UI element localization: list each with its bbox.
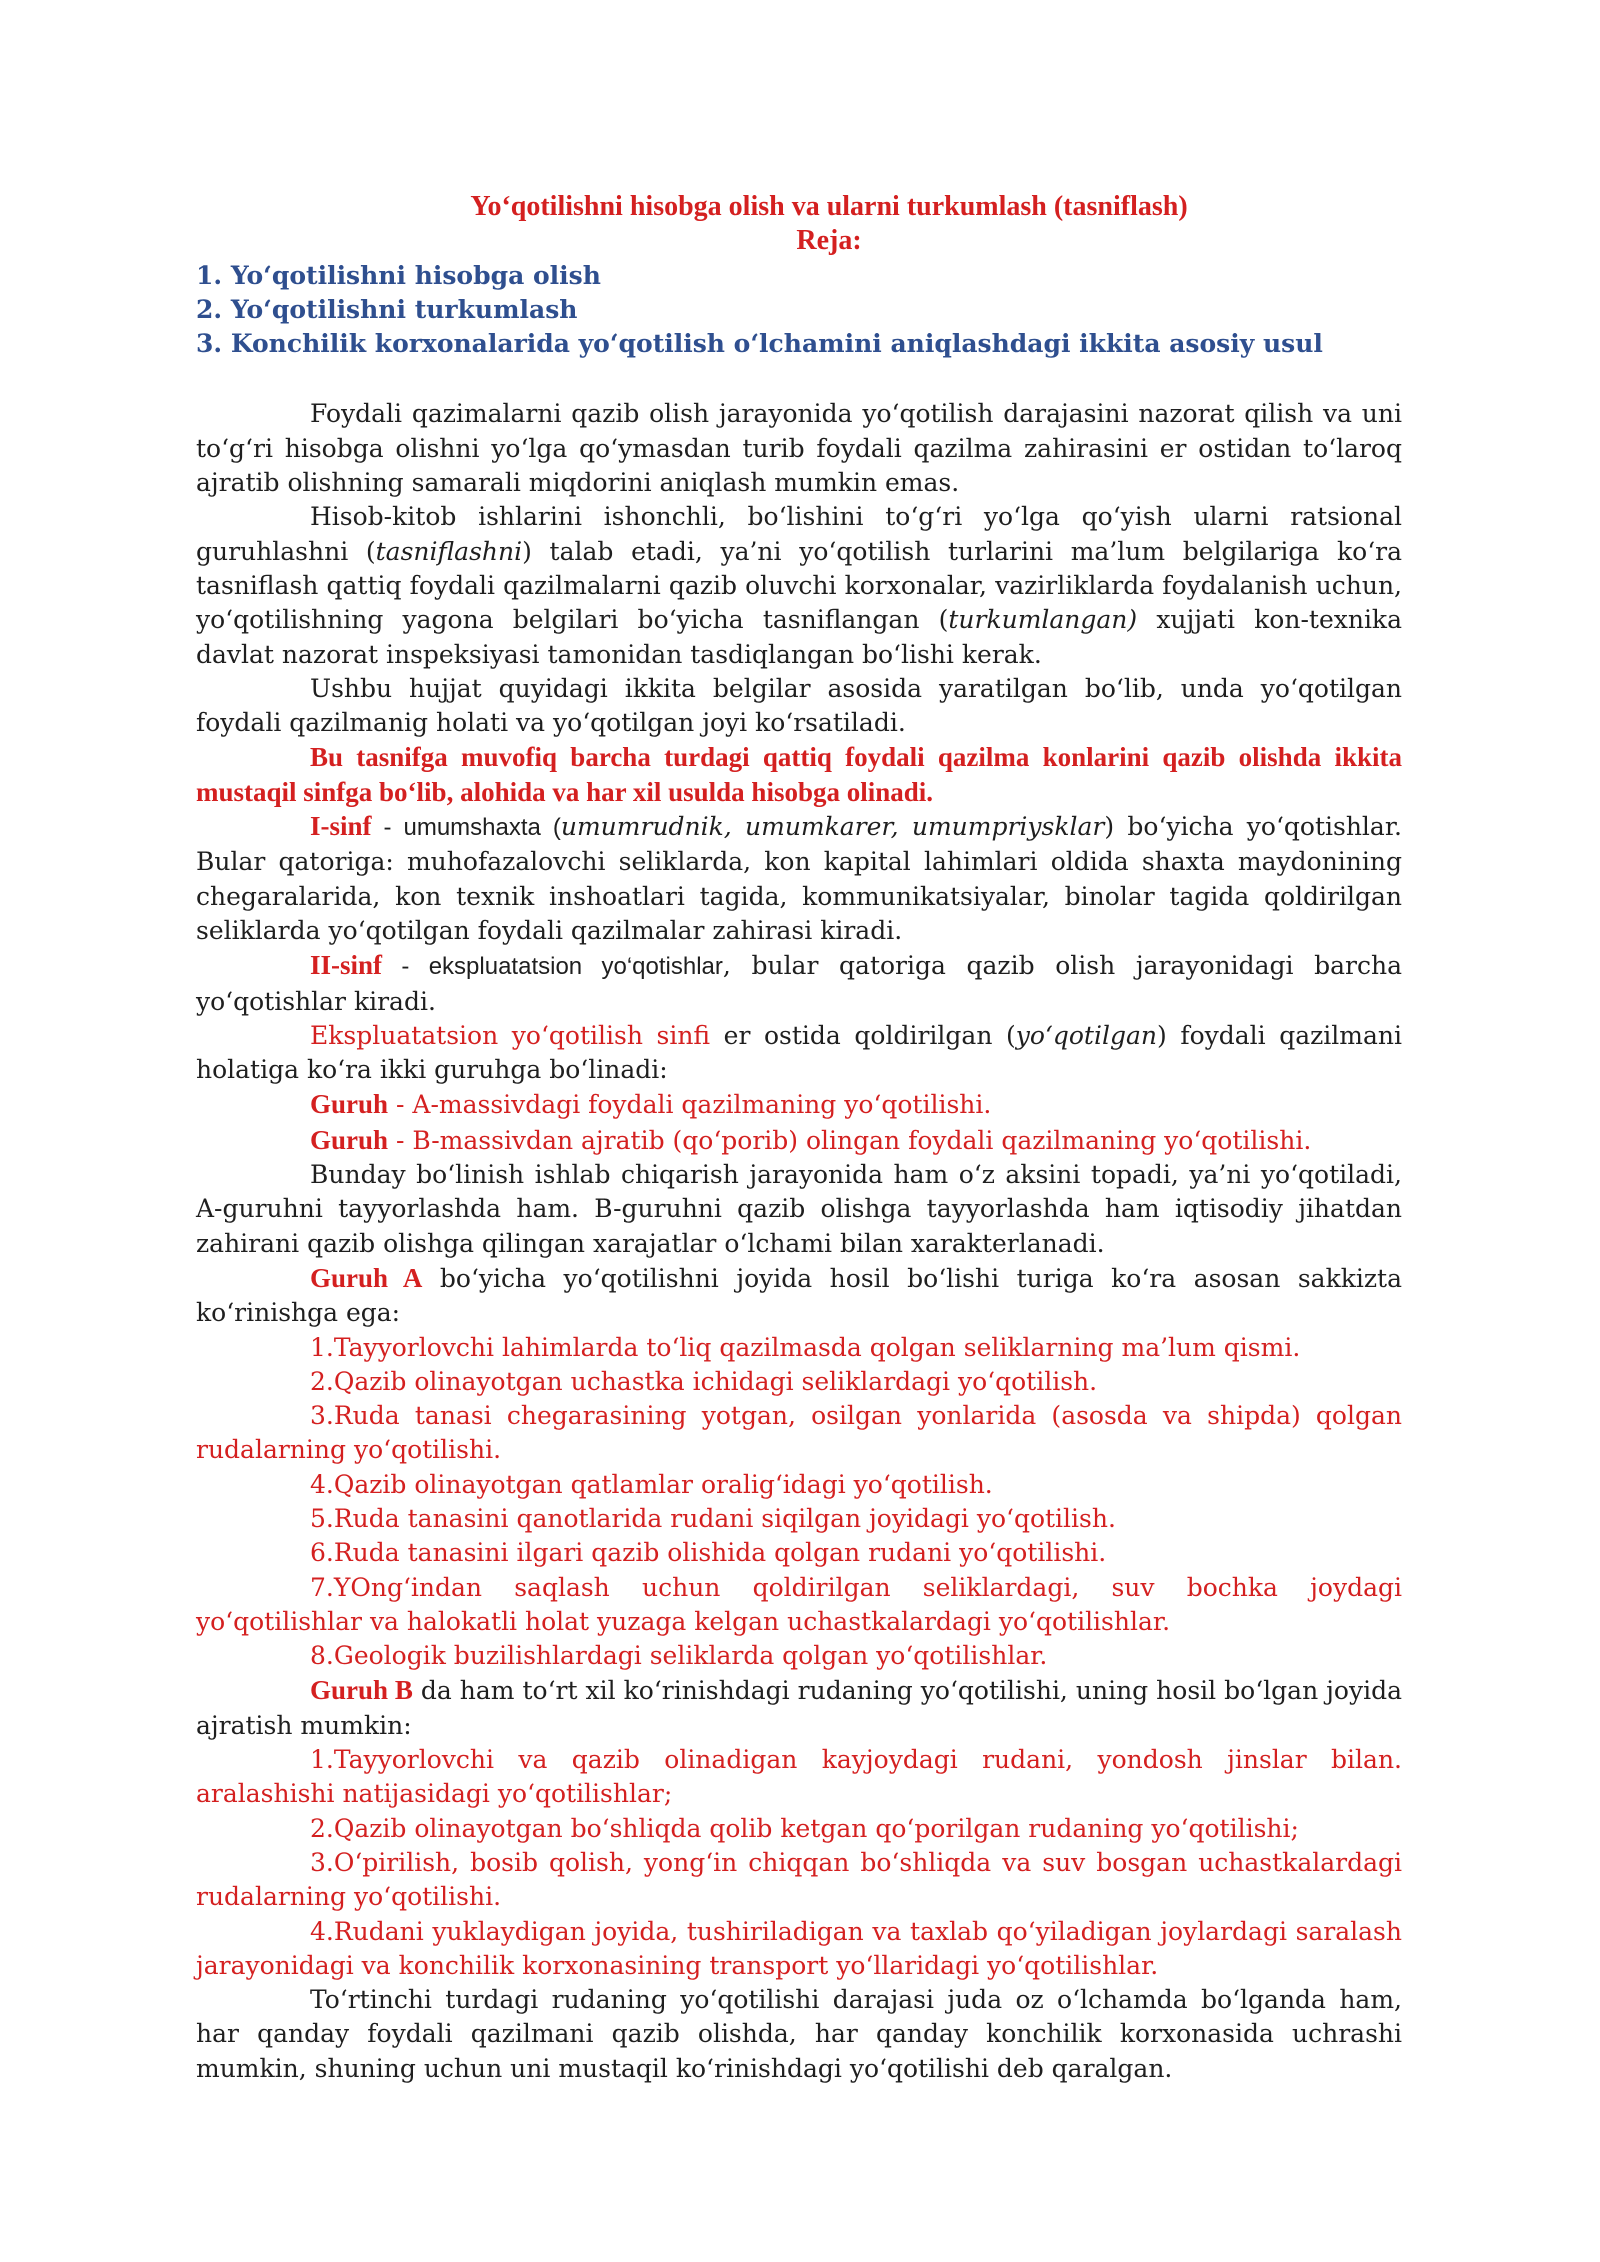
toc-number: 3. <box>196 329 223 359</box>
class-1-label: I-sinf <box>310 811 372 842</box>
paragraph-group-a <box>196 1261 1402 1331</box>
list-a-item: 3.Ruda tanasi chegarasining yotgan, osilgan yonlarida (asosda va shipda) qolgan rudalarning yo‘qotilishi. <box>196 1401 1402 1465</box>
toc-item-1 <box>196 259 1402 293</box>
list-a-item: 1.Tayyorlovchi lahimlarda to‘liq qazilmasda qolgan seliklarning ma’lum qismi. <box>310 1332 1301 1362</box>
list-b-item: 3.O‘pirilish, bosib qolish, yong‘in chiqqan bo‘shliqda va suv bosgan uchastkalardagi rudalarning yo‘qotilishi. <box>196 1847 1402 1912</box>
text-run: - ekspluatatsion yo‘qotishlar <box>382 953 723 981</box>
toc-item-3 <box>196 327 1402 361</box>
text-run: Hisob-kitob ishlarini ishonchli, bo‘lishini to‘g‘ri yo‘lga qo‘yish ularni ratsional guruhlashni ( <box>196 502 1402 566</box>
toc-text: Yo‘qotilishni hisobga olish <box>222 260 601 290</box>
exploitation-label: Ekspluatatsion yo‘qotilish sinfi <box>310 1020 711 1050</box>
text-run: , bular qatoriga qazib olish jarayonidagi barcha yo‘qotishlar kiradi. <box>196 951 1402 1016</box>
text-run: ) bo‘yicha yo‘qotishlar. Bular qatoriga: muhofazalovchi seliklarda, kon kapital lahimlari oldida shaxta maydonining chegaralarida, kon texnik inshoatlari tagida, kommunikatsiyalar, binolar tagida qoldirilgan seliklarda yo‘qotilgan foydali qazilmalar zahirasi kiradi. <box>196 812 1402 945</box>
italic-term: tasniflashni <box>375 536 523 566</box>
paragraph-division: Bunday bo‘linish ishlab chiqarish jarayonida ham o‘z aksini topadi, ya’ni yo‘qotiladi, A-guruhni tayyorlashda ham. B-guruhni qazib olishga tayyorlashda ham iqtisodiy jihatdan zahirani qazib olishga qilingan xarajatlar o‘lchami bilan xarakterlanadi. <box>196 1160 1402 1258</box>
class-2-label: II-sinf <box>310 950 383 981</box>
paragraph-classification <box>196 500 1402 671</box>
list-a-item: 6.Ruda tanasini ilgari qazib olishida qolgan rudani yo‘qotilishi. <box>310 1538 1107 1568</box>
italic-term: turkumlangan) <box>948 605 1138 635</box>
list-a-item: 5.Ruda tanasini qanotlarida rudani siqilgan joyidagi yo‘qotilish. <box>310 1503 1116 1533</box>
text-run: - A-massivdagi foydali qazilmaning yo‘qotilishi. <box>388 1090 992 1120</box>
group-a-heading: Guruh A <box>310 1262 423 1293</box>
page-title: Yo‘qotilishni hisobga olish va ularni turkumlash (tasniflash) <box>470 191 1188 222</box>
toc-item-2 <box>196 293 1402 327</box>
italic-term: umumrudnik, umumkarer, umumpriysklar <box>560 812 1105 842</box>
paragraph-document: Ushbu hujjat quyidagi ikkita belgilar asosida yaratilgan bo‘lib, unda yo‘qotilgan foydali qazilmanig holati va yo‘qotilgan joyi ko‘rsatiladi. <box>196 673 1402 738</box>
plan-heading: Reja: <box>796 225 862 257</box>
paragraph-class-2 <box>196 948 1402 1019</box>
list-a-item: 7.YOng‘indan saqlash uchun qoldirilgan seliklardagi, suv bochka joydagi yo‘qotilishlar va halokatli holat yuzaga kelgan uchastkalardagi yo‘qotilishlar. <box>196 1572 1402 1636</box>
paragraph-class-1 <box>196 809 1402 948</box>
spacer <box>196 361 1402 397</box>
paragraph-conclusion: To‘rtinchi turdagi rudaning yo‘qotilishi darajasi juda oz o‘lchamda bo‘lganda ham, har qanday foydali qazilmani qazib olishda, har qanday konchilik korxonasida uchrashi mumkin, shuning uchun uni mustaqil ko‘rinishdagi yo‘qotilishi deb qaralgan. <box>196 1985 1402 2083</box>
list-a-item: 8.Geologik buzilishlardagi seliklarda qolgan yo‘qotilishlar. <box>310 1641 1048 1671</box>
text-run: bo‘yicha yo‘qotilishni joyida hosil bo‘lishi turiga ko‘ra asosan sakkizta ko‘rinishga ega: <box>196 1263 1402 1328</box>
toc-number: 2. <box>196 294 223 324</box>
group-a-label: Guruh <box>310 1089 389 1120</box>
paragraph-intro: Foydali qazimalarni qazib olish jarayonida yo‘qotilish darajasini nazorat qilish va uni to‘g‘ri hisobga olishni yo‘lga qo‘ymasdan turib foydali qazilma zahirasini er ostidan to‘laroq ajratib olishning samarali miqdorini aniqlash mumkin emas. <box>196 399 1402 498</box>
group-a-line <box>196 1087 1402 1122</box>
group-b-heading: Guruh B <box>310 1675 413 1706</box>
list-b-item: 4.Rudani yuklaydigan joyida, tushiriladigan va taxlab qo‘yiladigan joylardagi saralash jarayonidagi va konchilik korxonasining transport yo‘llaridagi yo‘qotilishlar. <box>196 1916 1402 1980</box>
text-run: ) foydali qazilmani holatiga ko‘ra ikki guruhga bo‘linadi: <box>196 1020 1402 1085</box>
toc-number: 1. <box>196 260 223 290</box>
document-page <box>196 190 1402 2086</box>
list-a-item: 2.Qazib olinayotgan uchastka ichidagi seliklardagi yo‘qotilish. <box>310 1366 1098 1396</box>
list-b-item: 1.Tayyorlovchi va qazib olinadigan kayjoydagi rudani, yondosh jinslar bilan. aralashishi natijasidagi yo‘qotilishlar; <box>196 1745 1402 1809</box>
italic-term: yo‘qotilgan <box>1015 1020 1157 1050</box>
paragraph-exploitation <box>196 1019 1402 1088</box>
list-b-item: 2.Qazib olinayotgan bo‘shliqda qolib ketgan qo‘porilgan rudaning yo‘qotilishi; <box>310 1813 1299 1843</box>
text-run: da ham to‘rt xil ko‘rinishdagi rudaning yo‘qotilishi, uning hosil bo‘lgan joyida ajratish mumkin: <box>196 1676 1402 1740</box>
paragraph-group-b <box>196 1673 1402 1743</box>
group-b-label: Guruh <box>310 1124 389 1155</box>
text-run: er ostida qoldirilgan ( <box>710 1020 1016 1050</box>
text-run: - B-massivdan ajratib (qo‘porib) olingan foydali qazilmaning yo‘qotilishi. <box>388 1125 1312 1155</box>
paragraph-highlight: Bu tasnifga muvofiq barcha turdagi qattiq foydali qazilma konlarini qazib olishda ikkita mustaqil sinfga bo‘lib, alohida va har xil usulda hisobga olinadi. <box>196 742 1402 807</box>
text-run: ) talab etadi, ya’ni yo‘qotilish turlarini ma’lum belgilariga ko‘ra tasniflash qattiq foydali qazilmalarni qazib oluvchi korxonalar, vazirliklarda foydalanish uchun, yo‘qotilishning yagona belgilari bo‘yicha tasniflangan ( <box>196 536 1402 635</box>
text-run: xujjati kon-texnika davlat nazorat inspeksiyasi tamonidan tasdiqlangan bo‘lishi kerak. <box>196 605 1402 669</box>
toc-text: Yo‘qotilishni turkumlash <box>222 294 578 324</box>
text-run: - umumshaxta ( <box>371 814 561 842</box>
group-b-line <box>196 1123 1402 1158</box>
list-a-item: 4.Qazib olinayotgan qatlamlar oralig‘idagi yo‘qotilish. <box>310 1469 993 1499</box>
toc-text: Konchilik korxonalarida yo‘qotilish o‘lchamini aniqlashdagi ikkita asosiy usul <box>222 329 1323 359</box>
